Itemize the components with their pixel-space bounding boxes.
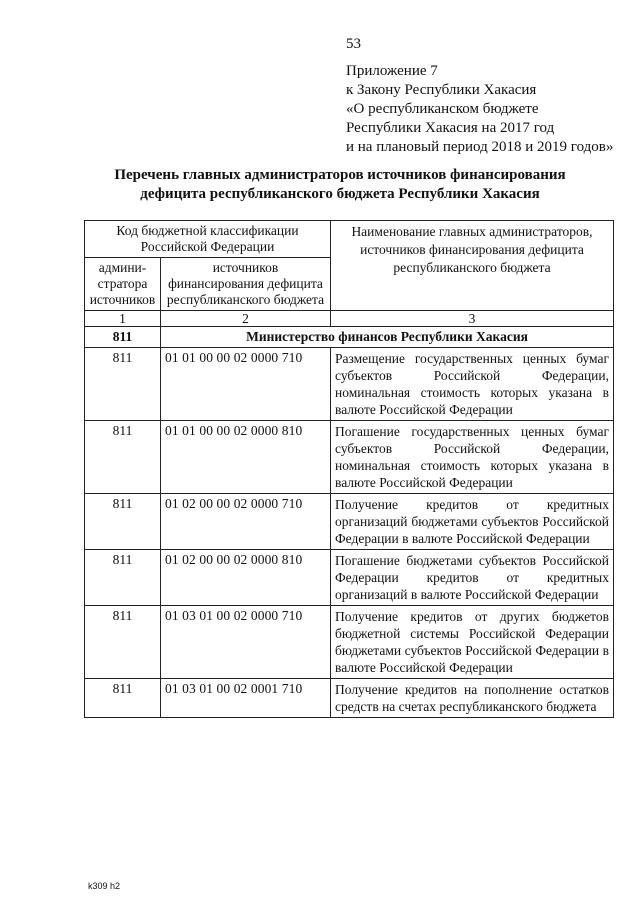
title-line: дефицита республиканского бюджета Республики Хакасия (140, 186, 540, 202)
source-code-cell: 01 01 00 00 02 0000 710 (161, 348, 331, 421)
document-footer-code: k309 h2 (88, 881, 121, 891)
table-header-row (85, 221, 614, 258)
header-source-code: источников финансирования дефицита республиканского бюджета (161, 258, 331, 311)
document-title (60, 166, 620, 204)
page-number: 53 (346, 36, 361, 52)
admin-code-cell: 811 (85, 606, 161, 679)
column-numbers-row (85, 311, 614, 327)
appendix-line: Республики Хакасия на 2017 год (346, 120, 555, 136)
column-number: 3 (331, 311, 614, 327)
admin-code-cell: 811 (85, 421, 161, 494)
admin-code-cell: 811 (85, 679, 161, 718)
source-name-cell: Получение кредитов на пополнение остатков средств на счетах республиканского бюджета (331, 679, 614, 718)
ministry-row (85, 327, 614, 348)
header-administrator-code: админи-стратора источников (85, 258, 161, 311)
title-line: Перечень главных администраторов источников финансирования (114, 167, 566, 183)
column-number: 2 (161, 311, 331, 327)
source-name-cell: Получение кредитов от других бюджетов бюджетной системы Российской Федерации бюджетами субъектов Российской Федерации в валюте Российской Федерации (331, 606, 614, 679)
administrators-table (84, 220, 614, 718)
admin-code-cell: 811 (85, 348, 161, 421)
table-row (85, 679, 614, 718)
source-code-cell: 01 02 00 00 02 0000 810 (161, 550, 331, 606)
table-row (85, 494, 614, 550)
source-name-cell: Погашение бюджетами субъектов Российской Федерации кредитов от кредитных организаций в валюте Российской Федерации (331, 550, 614, 606)
source-name-cell: Размещение государственных ценных бумаг субъектов Российской Федерации, номинальная стоимость которых указана в валюте Российской Федерации (331, 348, 614, 421)
ministry-code: 811 (85, 327, 161, 348)
admin-code-cell: 811 (85, 494, 161, 550)
appendix-line: «О республиканском бюджете (346, 101, 539, 117)
appendix-line: к Закону Республики Хакасия (346, 82, 537, 98)
table-row (85, 348, 614, 421)
source-name-cell: Погашение государственных ценных бумаг субъектов Российской Федерации, номинальная стоимость которых указана в валюте Российской Федерации (331, 421, 614, 494)
ministry-name: Министерство финансов Республики Хакасия (161, 327, 614, 348)
source-code-cell: 01 03 01 00 02 0000 710 (161, 606, 331, 679)
table-row (85, 421, 614, 494)
table-row (85, 606, 614, 679)
column-number: 1 (85, 311, 161, 327)
source-code-cell: 01 01 00 00 02 0000 810 (161, 421, 331, 494)
header-budget-code: Код бюджетной классификации Российской Федерации (85, 221, 331, 258)
appendix-line: Приложение 7 (346, 63, 438, 79)
source-code-cell: 01 03 01 00 02 0001 710 (161, 679, 331, 718)
admin-code-cell: 811 (85, 550, 161, 606)
appendix-line: и на плановый период 2018 и 2019 годов» (346, 139, 614, 155)
source-name-cell: Получение кредитов от кредитных организаций бюджетами субъектов Российской Федерации в валюте Российской Федерации (331, 494, 614, 550)
appendix-reference (346, 62, 613, 157)
table-row (85, 550, 614, 606)
header-administrator-name: Наименование главных администраторов, источников финансирования дефицита республиканского бюджета (331, 221, 614, 311)
source-code-cell: 01 02 00 00 02 0000 710 (161, 494, 331, 550)
